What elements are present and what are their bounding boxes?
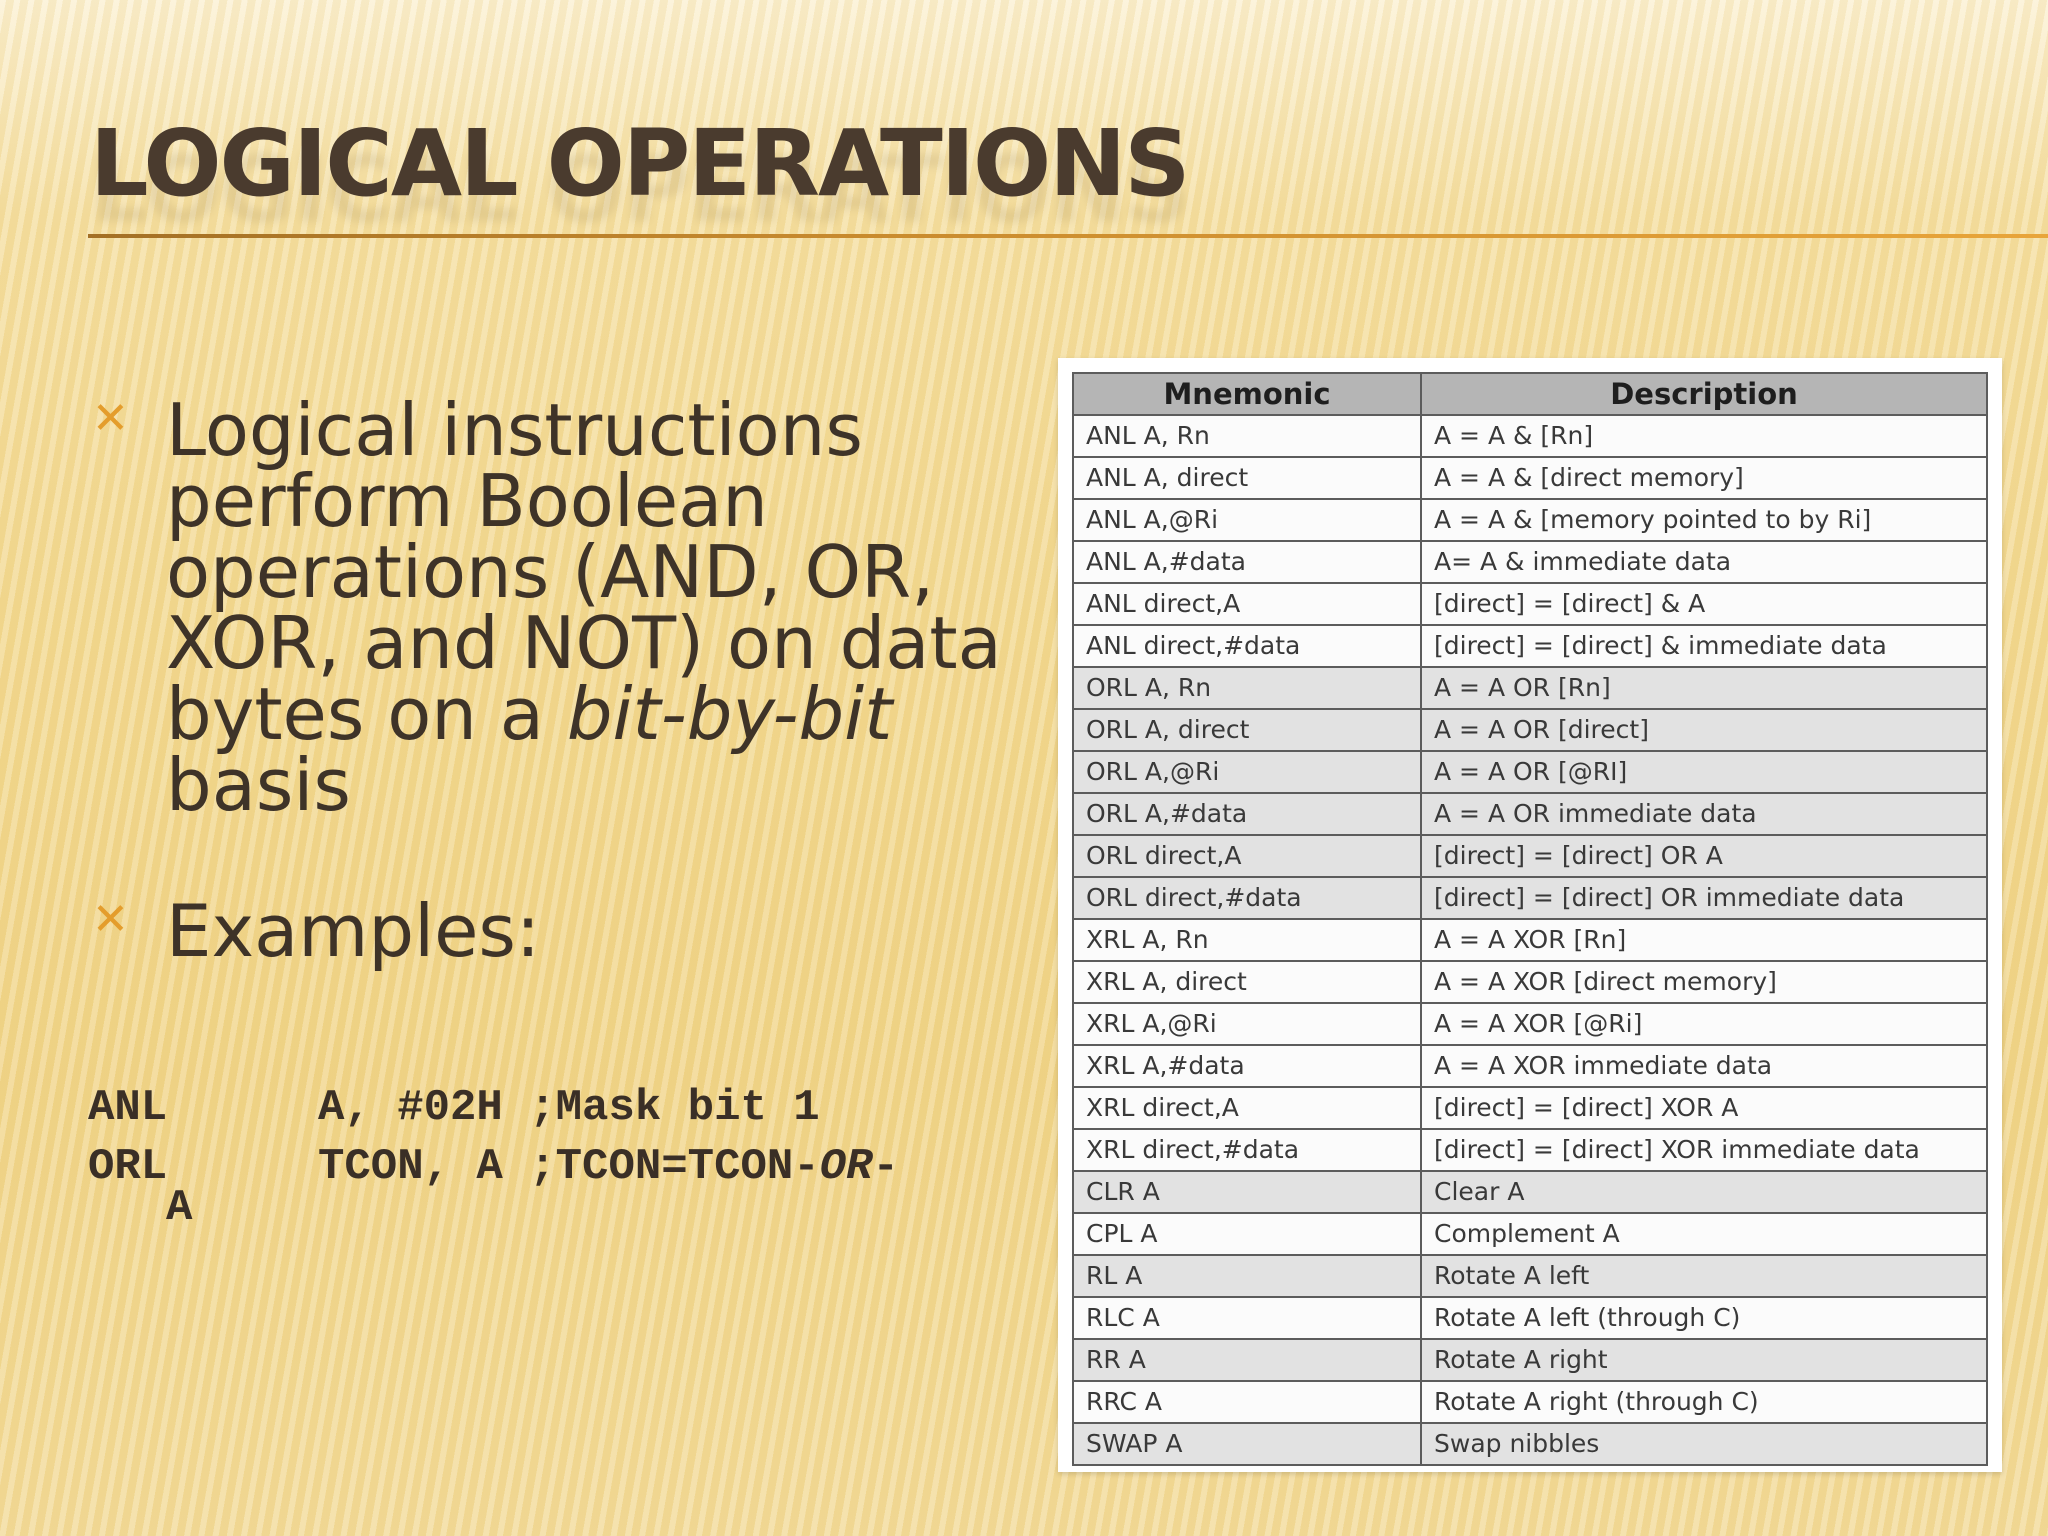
description-cell: A = A XOR [direct memory]: [1421, 961, 1987, 1003]
bullet-examples: [92, 889, 1052, 973]
bullet-text: Examples:: [166, 889, 541, 973]
code-wrap-text: A: [166, 1183, 193, 1233]
mnemonic-cell: ORL direct,#data: [1073, 877, 1421, 919]
instruction-table: [1072, 372, 1988, 1466]
mnemonic-cell: XRL direct,#data: [1073, 1129, 1421, 1171]
description-cell: A = A & [memory pointed to by Ri]: [1421, 499, 1987, 541]
mnemonic-cell: XRL direct,A: [1073, 1087, 1421, 1129]
table-row: [1073, 835, 1987, 877]
description-cell: Rotate A right: [1421, 1339, 1987, 1381]
description-cell: [direct] = [direct] XOR A: [1421, 1087, 1987, 1129]
description-cell: [direct] = [direct] OR immediate data: [1421, 877, 1987, 919]
header-description: Description: [1421, 373, 1987, 415]
title-underline: [88, 234, 2048, 238]
table-row: [1073, 1087, 1987, 1129]
mnemonic-cell: SWAP A: [1073, 1423, 1421, 1465]
table-row: [1073, 457, 1987, 499]
description-cell: [direct] = [direct] & A: [1421, 583, 1987, 625]
table-row: [1073, 1297, 1987, 1339]
code-operands-italic: OR: [819, 1142, 873, 1192]
description-cell: A = A OR [@RI]: [1421, 751, 1987, 793]
table-row: [1073, 1423, 1987, 1465]
mnemonic-cell: XRL A,#data: [1073, 1045, 1421, 1087]
table-row: [1073, 415, 1987, 457]
mnemonic-cell: ANL A, Rn: [1073, 415, 1421, 457]
code-line-orl: [88, 1142, 1048, 1192]
header-mnemonic: Mnemonic: [1073, 373, 1421, 415]
table-row: [1073, 1255, 1987, 1297]
description-cell: Complement A: [1421, 1213, 1987, 1255]
description-cell: A = A & [direct memory]: [1421, 457, 1987, 499]
code-operands: [318, 1142, 1048, 1192]
code-operands-part: TCON, A ;TCON=TCON-: [318, 1142, 820, 1192]
table-row: [1073, 1381, 1987, 1423]
description-cell: A = A OR [Rn]: [1421, 667, 1987, 709]
table-row: [1073, 1339, 1987, 1381]
description-cell: Rotate A left: [1421, 1255, 1987, 1297]
table-row: [1073, 877, 1987, 919]
mnemonic-cell: XRL A, direct: [1073, 961, 1421, 1003]
table-row: [1073, 751, 1987, 793]
mnemonic-cell: RLC A: [1073, 1297, 1421, 1339]
x-bullet-icon: ✕: [92, 894, 129, 945]
description-cell: Rotate A left (through C): [1421, 1297, 1987, 1339]
mnemonic-cell: XRL A, Rn: [1073, 919, 1421, 961]
table-row: [1073, 541, 1987, 583]
code-line-anl: [88, 1083, 1048, 1133]
table-header-row: [1073, 373, 1987, 415]
bullet-list: [92, 388, 1052, 973]
instruction-table-frame: [1058, 358, 2002, 1472]
code-operands-part: -: [872, 1142, 899, 1192]
bullet-text-part: Logical instructions perform Boolean operations (AND, OR, XOR, and NOT) on data bytes on a: [166, 388, 1002, 756]
table-row: [1073, 667, 1987, 709]
description-cell: A = A XOR [Rn]: [1421, 919, 1987, 961]
table-row: [1073, 583, 1987, 625]
mnemonic-cell: ANL direct,A: [1073, 583, 1421, 625]
description-cell: A = A & [Rn]: [1421, 415, 1987, 457]
table-row: [1073, 709, 1987, 751]
mnemonic-cell: ORL A,@Ri: [1073, 751, 1421, 793]
mnemonic-cell: RRC A: [1073, 1381, 1421, 1423]
table-row: [1073, 625, 1987, 667]
table-row: [1073, 961, 1987, 1003]
description-cell: Clear A: [1421, 1171, 1987, 1213]
description-cell: A = A XOR [@Ri]: [1421, 1003, 1987, 1045]
description-cell: A = A OR [direct]: [1421, 709, 1987, 751]
slide-title: LOGICAL OPERATIONS: [90, 110, 1189, 217]
description-cell: A = A OR immediate data: [1421, 793, 1987, 835]
table-row: [1073, 1171, 1987, 1213]
code-examples: [88, 1083, 1048, 1233]
table-row: [1073, 499, 1987, 541]
bullet-text-part: basis: [166, 743, 351, 827]
mnemonic-cell: ANL A,@Ri: [1073, 499, 1421, 541]
table-row: [1073, 793, 1987, 835]
mnemonic-cell: ANL A,#data: [1073, 541, 1421, 583]
mnemonic-cell: CLR A: [1073, 1171, 1421, 1213]
description-cell: Rotate A right (through C): [1421, 1381, 1987, 1423]
mnemonic-cell: ORL direct,A: [1073, 835, 1421, 877]
description-cell: [direct] = [direct] OR A: [1421, 835, 1987, 877]
table-row: [1073, 1129, 1987, 1171]
description-cell: A= A & immediate data: [1421, 541, 1987, 583]
mnemonic-cell: RL A: [1073, 1255, 1421, 1297]
bullet-italic-term: bit-by-bit: [566, 672, 893, 756]
table-row: [1073, 1045, 1987, 1087]
table-row: [1073, 1003, 1987, 1045]
mnemonic-cell: ORL A,#data: [1073, 793, 1421, 835]
mnemonic-cell: CPL A: [1073, 1213, 1421, 1255]
code-mnemonic: ANL: [88, 1083, 168, 1133]
mnemonic-cell: ANL A, direct: [1073, 457, 1421, 499]
description-cell: Swap nibbles: [1421, 1423, 1987, 1465]
description-cell: [direct] = [direct] & immediate data: [1421, 625, 1987, 667]
mnemonic-cell: XRL A,@Ri: [1073, 1003, 1421, 1045]
x-bullet-icon: ✕: [92, 393, 129, 444]
table-row: [1073, 919, 1987, 961]
code-mnemonic: ORL: [88, 1142, 168, 1192]
mnemonic-cell: RR A: [1073, 1339, 1421, 1381]
code-operands: A, #02H ;Mask bit 1: [318, 1083, 820, 1133]
mnemonic-cell: ORL A, Rn: [1073, 667, 1421, 709]
description-cell: A = A XOR immediate data: [1421, 1045, 1987, 1087]
mnemonic-cell: ORL A, direct: [1073, 709, 1421, 751]
description-cell: [direct] = [direct] XOR immediate data: [1421, 1129, 1987, 1171]
mnemonic-cell: ANL direct,#data: [1073, 625, 1421, 667]
table-row: [1073, 1213, 1987, 1255]
bullet-logical-instructions: [92, 388, 1052, 827]
